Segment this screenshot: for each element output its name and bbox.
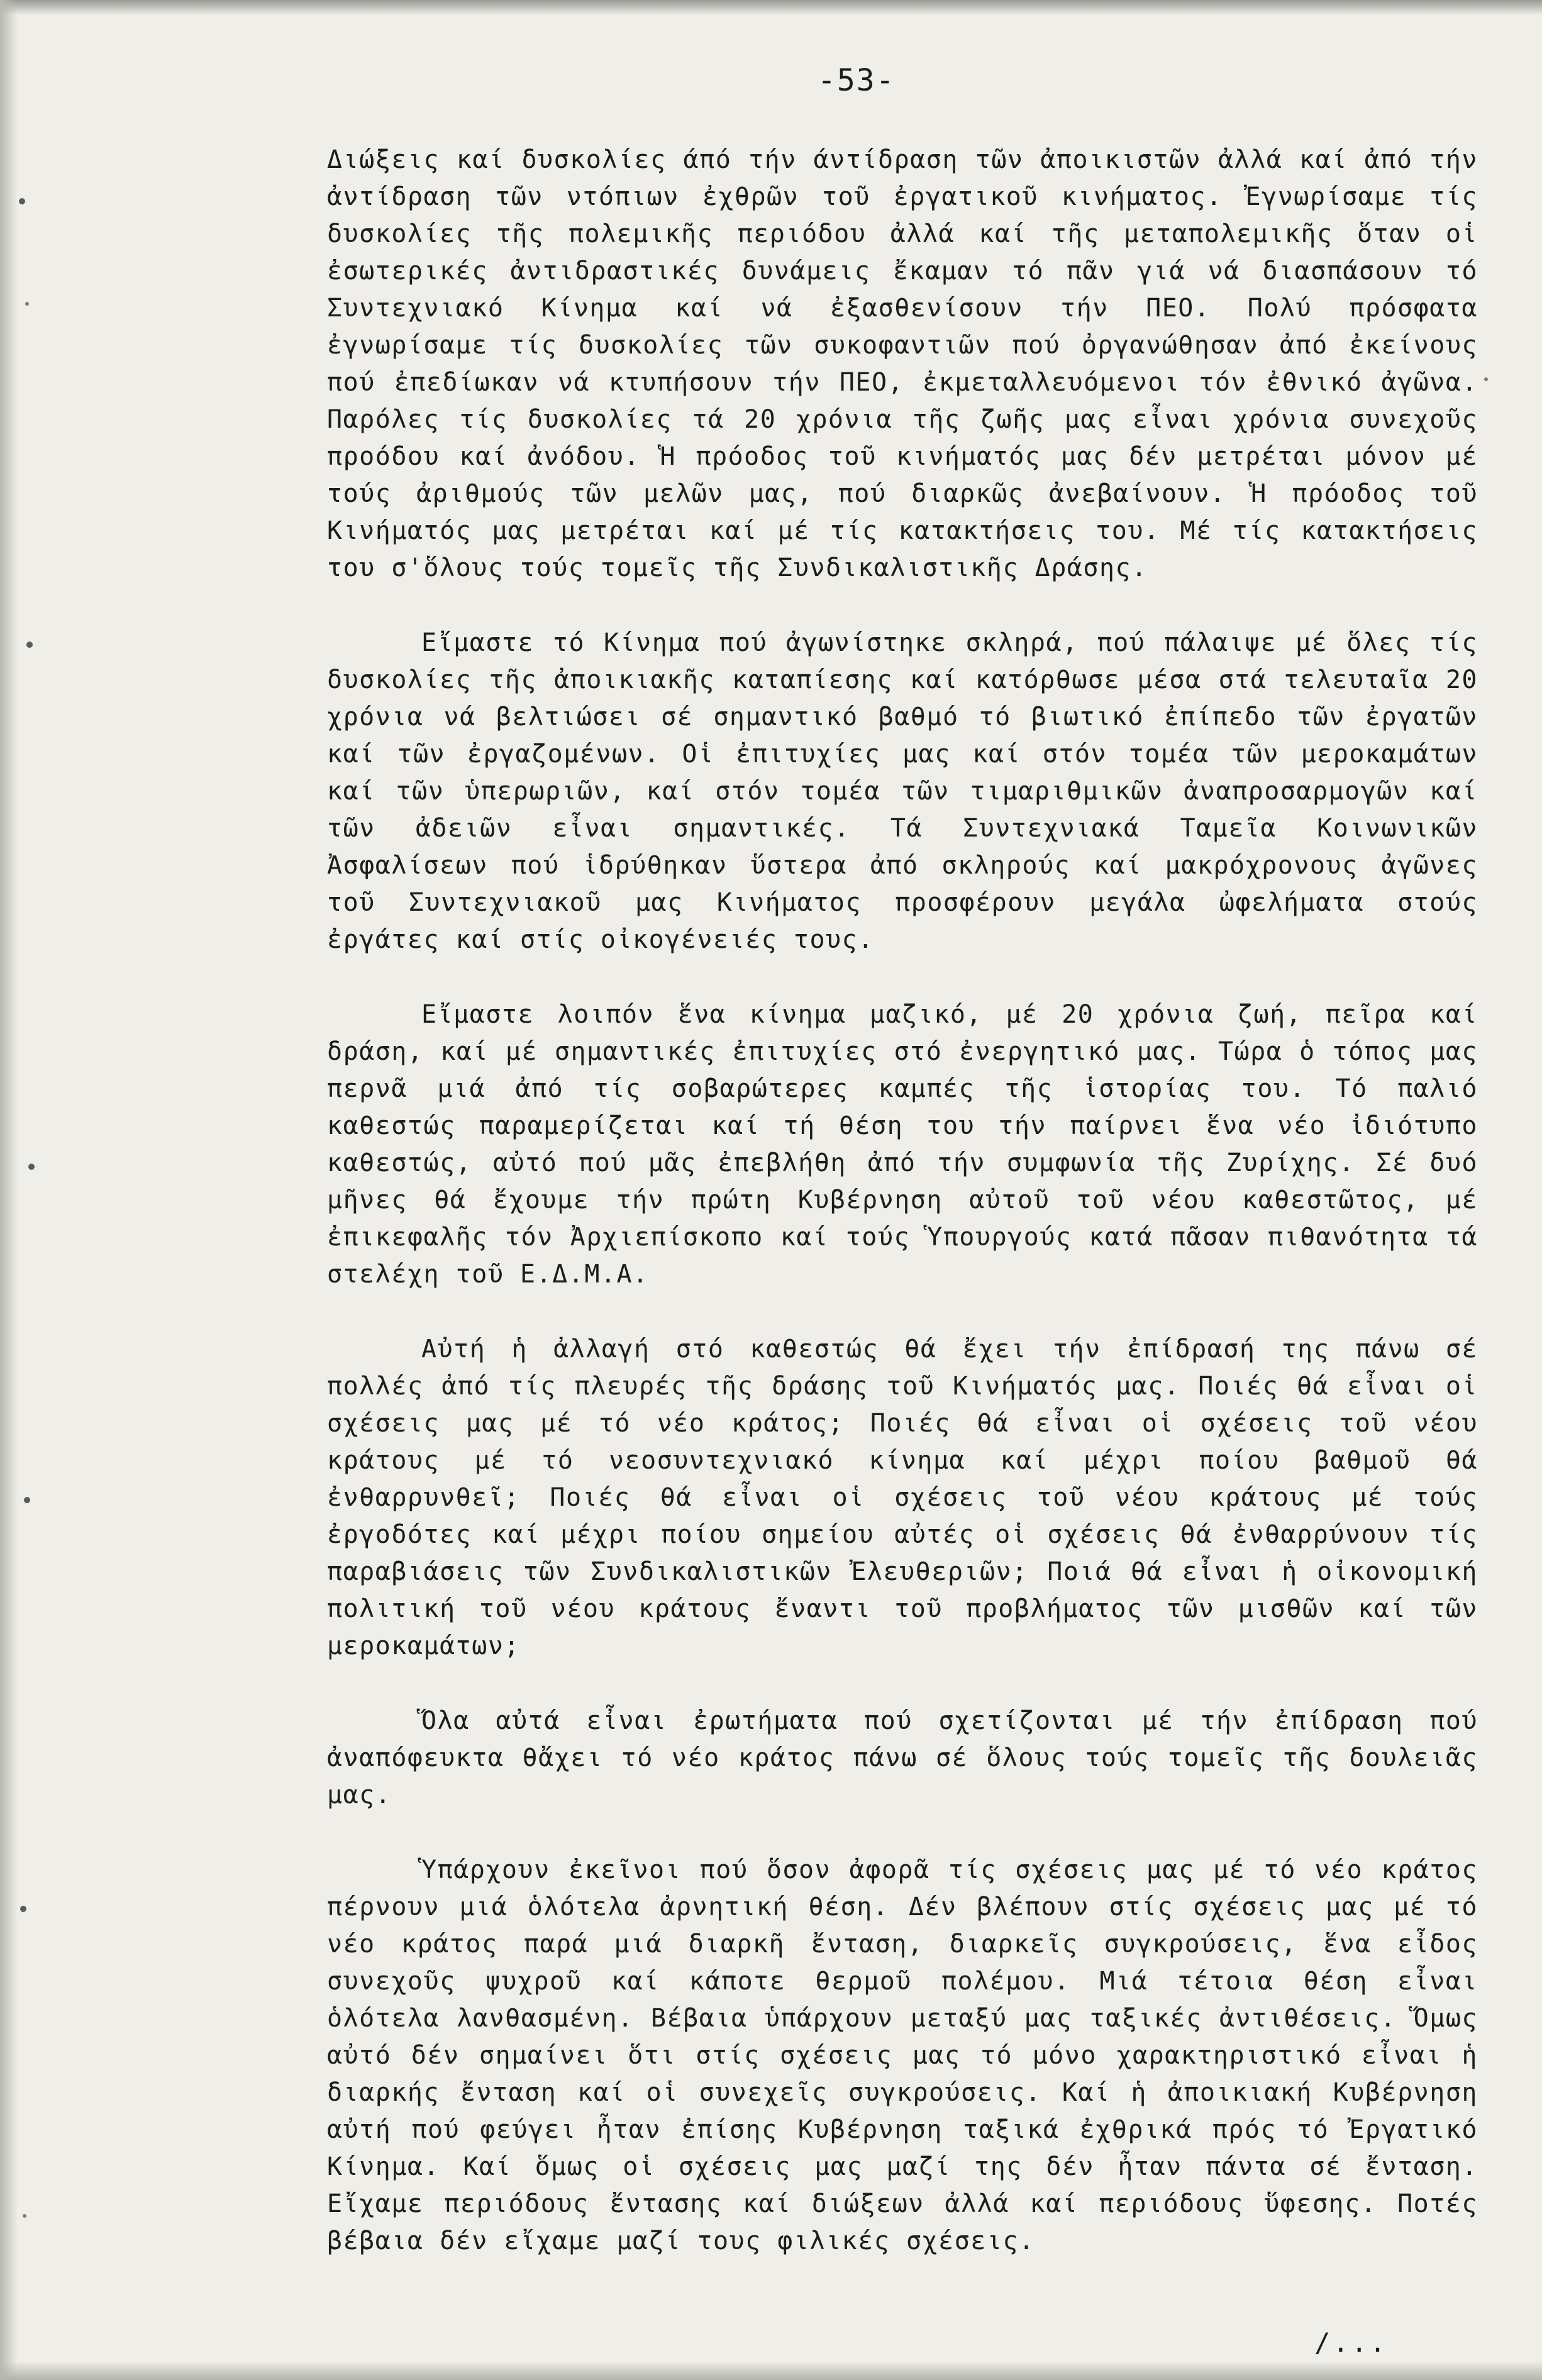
page-number: -53- (818, 63, 896, 98)
binding-hole-mark (19, 198, 25, 204)
scan-edge-top (0, 0, 1542, 15)
paragraph-3: Εἴμαστε λοιπόν ἕνα κίνημα μαζικό, μέ 20 χρόνια ζωή, πεῖρα καί δράση, καί μέ σημαντικές ἐπιτυχίες στό ἐνεργητικό μας. Τώρα ὁ τόπος μας περνᾶ μιά ἀπό τίς σοβαρώτερες καμπές τῆς ἱστορίας του. Τό παλιό καθεστώς παραμερίζεται καί τή θέση του τήν παίρνει ἕνα νέο ἰδιότυπο καθεστώς, αὐτό πού μᾶς ἐπεβλήθη ἀπό τήν συμφωνία τῆς Ζυρίχης. Σέ δυό μῆνες θά ἔχουμε τήν πρώτη Κυβέρνηση αὐτοῦ τοῦ νέου καθεστῶτος, μέ ἐπικεφαλῆς τόν Ἀρχιεπίσκοπο καί τούς Ὑπουργούς κατά πᾶσαν πιθανότητα τά στελέχη τοῦ Ε.Δ.Μ.Α. (327, 1000, 1478, 1289)
binding-hole-mark (28, 1164, 35, 1170)
scan-speck (23, 2214, 26, 2218)
binding-hole-mark (24, 1497, 30, 1503)
binding-hole-mark (20, 1906, 26, 1912)
paragraph-5: Ὅλα αὐτά εἶναι ἐρωτήματα πού σχετίζονται μέ τήν ἐπίδραση πού ἀναπόφευκτα θἄχει τό νέο κράτος πάνω σέ ὅλους τούς τομεῖς τῆς δουλειᾶς μας. (327, 1706, 1478, 1810)
scan-edge-left (0, 0, 18, 2380)
body-text (327, 142, 1478, 2260)
scan-speck (25, 302, 29, 306)
paragraph-4: Αὐτή ἡ ἀλλαγή στό καθεστώς θά ἔχει τήν ἐπίδρασή της πάνω σέ πολλές ἀπό τίς πλευρές τῆς δράσης τοῦ Κινήματός μας. Ποιές θά εἶναι οἱ σχέσεις μας μέ τό νέο κράτος; Ποιές θά εἶναι οἱ σχέσεις τοῦ νέου κράτους μέ τό νεοσυντεχνιακό κίνημα καί μέχρι ποίου βαθμοῦ θά ἐνθαρρυνθεῖ; Ποιές θά εἶναι οἱ σχέσεις τοῦ νέου κράτους μέ τούς ἐργοδότες καί μέχρι ποίου σημείου αὐτές οἱ σχέσεις θά ἐνθαρρύνουν τίς παραβιάσεις τῶν Συνδικαλιστικῶν Ἐλευθεριῶν; Ποιά θά εἶναι ἡ οἰκονομική πολιτική τοῦ νέου κράτους ἔναντι τοῦ προβλήματος τῶν μισθῶν καί τῶν μεροκαμάτων; (327, 1335, 1478, 1660)
paragraph-2: Εἴμαστε τό Κίνημα πού ἀγωνίστηκε σκληρά, πού πάλαιψε μέ ὅλες τίς δυσκολίες τῆς ἀποικιακῆς καταπίεσης καί κατόρθωσε μέσα στά τελευταῖα 20 χρόνια νά βελτιώσει σέ σημαντικό βαθμό τό βιωτικό ἐπίπεδο τῶν ἐργατῶν καί τῶν ἐργαζομένων. Οἱ ἐπιτυχίες μας καί στόν τομέα τῶν μεροκαμάτων καί τῶν ὑπερωριῶν, καί στόν τομέα τῶν τιμαριθμικῶν ἀναπροσαρμογῶν καί τῶν ἀδειῶν εἶναι σημαντικές. Τά Συντεχνιακά Ταμεῖα Κοινωνικῶν Ἀσφαλίσεων πού ἱδρύθηκαν ὕστερα ἀπό σκληρούς καί μακρόχρονους ἀγῶνες τοῦ Συντεχνιακοῦ μας Κινήματος προσφέρουν μεγάλα ὠφελήματα στούς ἐργάτες καί στίς οἰκογένειές τους. (327, 628, 1478, 954)
binding-hole-mark (26, 642, 33, 648)
scan-edge-bottom (0, 2361, 1542, 2380)
scan-speck (1484, 377, 1488, 381)
continuation-mark: /... (1314, 2327, 1389, 2358)
paragraph-1: Διώξεις καί δυσκολίες άπό τήν άντίδραση τῶν ἀποικιστῶν ἀλλά καί ἀπό τήν ἀντίδραση τῶν ντόπιων ἐχθρῶν τοῦ ἐργατικοῦ κινήματος. Ἐγνωρίσαμε τίς δυσκολίες τῆς πολεμικῆς περιόδου ἀλλά καί τῆς μεταπολεμικῆς ὅταν οἱ ἐσωτερικές ἀντιδραστικές δυνάμεις ἔκαμαν τό πᾶν γιά νά διασπάσουν τό Συντεχνιακό Κίνημα καί νά ἐξασθενίσουν τήν ΠΕΟ. Πολύ πρόσφατα ἐγνωρίσαμε τίς δυσκολίες τῶν συκοφαντιῶν πού ὀργανώθησαν ἀπό ἐκείνους πού ἐπεδίωκαν νά κτυπήσουν τήν ΠΕΟ, ἐκμεταλλευόμενοι τόν ἐθνικό ἀγῶνα. Παρόλες τίς δυσκολίες τά 20 χρόνια τῆς ζωῆς μας εἶναι χρόνια συνεχοῦς προόδου καί ἀνόδου. Ἡ πρόοδος τοῦ κινήματός μας δέν μετρέται μόνον μέ τούς ἀριθμούς τῶν μελῶν μας, πού διαρκῶς ἀνεβαίνουν. Ἡ πρόοδος τοῦ Κινήματός μας μετρέται καί μέ τίς κατακτήσεις του. Μέ τίς κατακτήσεις του σ'ὅλους τούς τομεῖς τῆς Συνδικαλιστικῆς Δράσης. (327, 145, 1478, 582)
paragraph-6: Ὑπάρχουν ἐκεῖνοι πού ὅσον ἀφορᾶ τίς σχέσεις μας μέ τό νέο κράτος πέρνουν μιά ὁλότελα ἀρνητική θέση. Δέν βλέπουν στίς σχέσεις μας μέ τό νέο κράτος παρά μιά διαρκῆ ἔνταση, διαρκεῖς συγκρούσεις, ἕνα εἶδος συνεχοῦς ψυχροῦ καί κάποτε θερμοῦ πολέμου. Μιά τέτοια θέση εἶναι ὁλότελα λανθασμένη. Βέβαια ὑπάρχουν μεταξύ μας ταξικές ἀντιθέσεις. Ὅμως αὐτό δέν σημαίνει ὅτι στίς σχέσεις μας τό μόνο χαρακτηριστικό εἶναι ἡ διαρκής ἔνταση καί οἱ συνεχεῖς συγκρούσεις. Καί ἡ ἀποικιακή Κυβέρνηση αὐτή πού φεύγει ἦταν ἐπίσης Κυβέρνηση ταξικά ἐχθρικά πρός τό Ἐργατικό Κίνημα. Καί ὅμως οἱ σχέσεις μας μαζί της δέν ἦταν πάντα σέ ἔνταση. Εἴχαμε περιόδους ἔντασης καί διώξεων ἀλλά καί περιόδους ὕφεσης. Ποτές βέβαια δέν εἴχαμε μαζί τους φιλικές σχέσεις. (327, 1855, 1478, 2255)
